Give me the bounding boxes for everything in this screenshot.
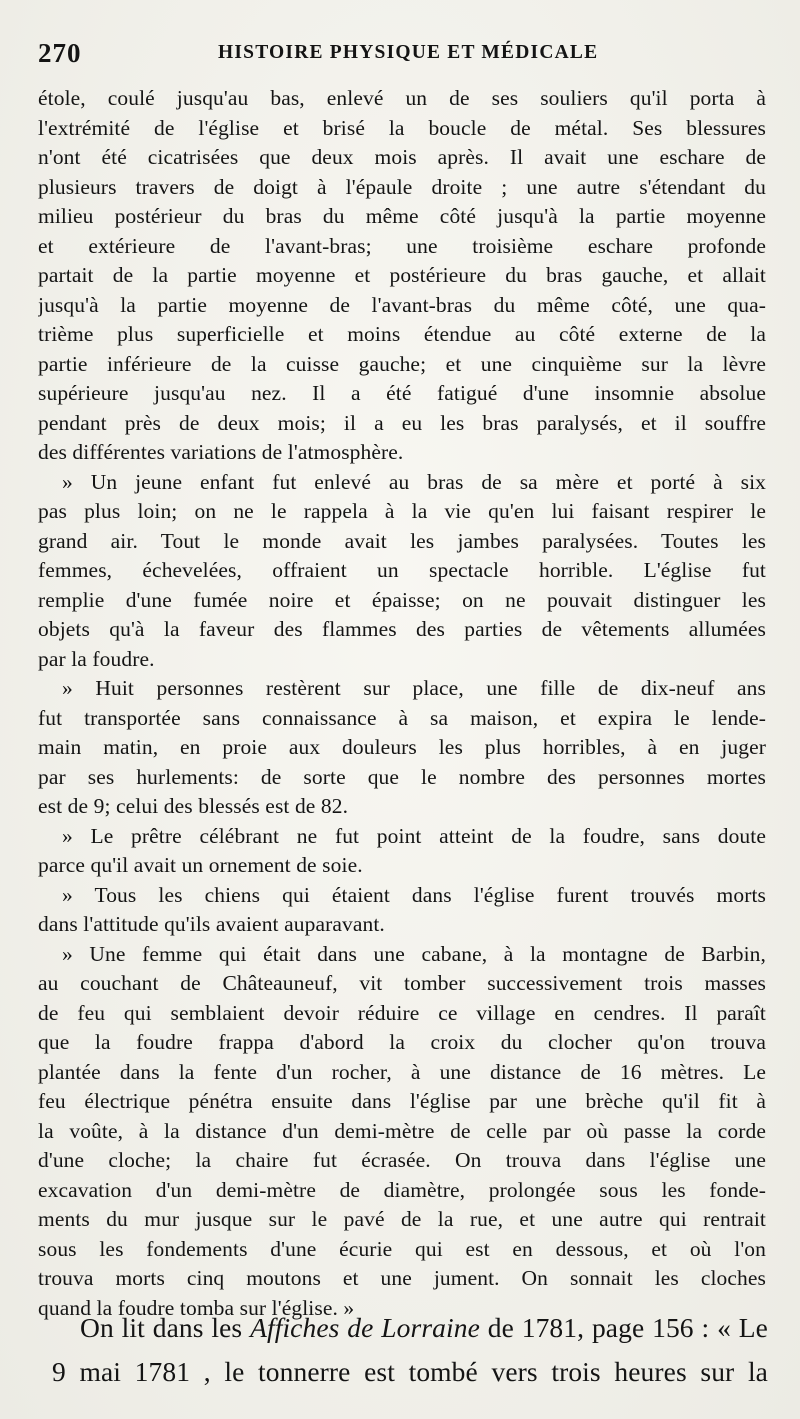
text-line: la voûte, à la distance d'un demi-mètre de celle par où passe la corde <box>38 1118 766 1143</box>
text-line: objets qu'à la faveur des flammes des parties de vêtements allumées <box>38 617 766 641</box>
text-line: par ses hurlements: de sorte que le nombre des personnes mortes <box>38 764 766 789</box>
text-line: partie inférieure de la cuisse gauche; et une cinquième sur la lèvre <box>38 351 766 376</box>
text-line: ments du mur jusque sur le pavé de la rue, et une autre qui rentrait <box>38 1207 766 1231</box>
text-line: des différentes variations de l'atmosphère. <box>38 440 404 464</box>
text-line: n'ont été cicatrisées que deux mois après. Il avait une eschare de <box>38 145 766 169</box>
text-line: 9 mai 1781 , le tonnerre est tombé vers trois heures sur la <box>52 1356 768 1387</box>
text-line: feu électrique pénétra ensuite dans l'église par une brèche qu'il fit à <box>38 1089 766 1113</box>
publication-title: Affiches de Lorraine <box>250 1312 480 1343</box>
text-run: On lit dans les <box>80 1312 251 1343</box>
text-line: quand la foudre tomba sur l'église. » <box>38 1295 355 1320</box>
text-line: et extérieure de l'avant-bras; une troisième eschare profonde <box>38 233 766 258</box>
text-line: » Un jeune enfant fut enlevé au bras de sa mère et porté à six <box>62 469 766 494</box>
text-line: plusieurs travers de doigt à l'épaule droite ; une autre s'étendant du <box>38 174 766 199</box>
body-text <box>38 84 766 1323</box>
text-line: est de 9; celui des blessés est de 82. <box>38 794 349 818</box>
text-line: dans l'attitude qu'ils avaient auparavant. <box>38 912 385 936</box>
text-line: sous les fondements d'une écurie qui est en dessous, et où l'on <box>38 1236 766 1261</box>
text-line: supérieure jusqu'au nez. Il a été fatigué d'une insomnie absolue <box>38 381 766 405</box>
text-line: au couchant de Châteauneuf, vit tomber successivement trois masses <box>38 971 766 995</box>
text-line: » Une femme qui était dans une cabane, à la montagne de Barbin, <box>62 941 766 966</box>
text-line: » Tous les chiens qui étaient dans l'église furent trouvés morts <box>62 882 766 907</box>
new-paragraph <box>52 1306 768 1394</box>
text-line: parce qu'il avait un ornement de soie. <box>38 853 363 877</box>
text-line: jusqu'à la partie moyenne de l'avant-bras du même côté, une qua- <box>38 292 766 317</box>
page-header <box>38 36 764 72</box>
text-line: excavation d'un demi-mètre de diamètre, prolongée sous les fonde- <box>38 1177 766 1202</box>
text-line: milieu postérieur du bras du même côté jusqu'à la partie moyenne <box>38 204 766 228</box>
text-line: que la foudre frappa d'abord la croix du clocher qu'on trouva <box>38 1030 766 1054</box>
text-line: trième plus superficielle et moins étendue au côté externe de la <box>38 322 766 346</box>
text-line: d'une cloche; la chaire fut écrasée. On trouva dans l'église une <box>38 1148 766 1172</box>
text-line: plantée dans la fente d'un rocher, à une distance de 16 mètres. Le <box>38 1059 766 1084</box>
text-line: fut transportée sans connaissance à sa maison, et expira le lende- <box>38 705 766 730</box>
text-line: remplie d'une fumée noire et épaisse; on ne pouvait distinguer les <box>38 587 766 612</box>
running-title: HISTOIRE PHYSIQUE ET MÉDICALE <box>218 42 599 63</box>
text-line: pendant près de deux mois; il a eu les bras paralysés, et il souffre <box>38 410 766 435</box>
text-run: de 1781, page 156 : « Le <box>479 1312 768 1343</box>
text-line: trouva morts cinq moutons et une jument. On sonnait les cloches <box>38 1266 766 1290</box>
text-line: de feu qui semblaient devoir réduire ce village en cendres. Il paraît <box>38 1000 766 1025</box>
text-line: pas plus loin; on ne le rappela à la vie qu'en lui faisant respirer le <box>38 499 766 523</box>
text-line <box>52 1306 768 1350</box>
text-line: femmes, échevelées, offraient un spectacle horrible. L'église fut <box>38 558 766 582</box>
page-number: 270 <box>38 38 82 68</box>
text-line: main matin, en proie aux douleurs les plus horribles, à en juger <box>38 735 766 759</box>
text-line: l'extrémité de l'église et brisé la boucle de métal. Ses blessures <box>38 115 766 140</box>
text-line: » Le prêtre célébrant ne fut point atteint de la foudre, sans doute <box>62 823 766 848</box>
text-line: étole, coulé jusqu'au bas, enlevé un de ses souliers qu'il porta à <box>38 86 766 110</box>
text-line: partait de la partie moyenne et postérieure du bras gauche, et allait <box>38 263 766 287</box>
text-line: grand air. Tout le monde avait les jambes paralysées. Toutes les <box>38 528 766 553</box>
text-line: » Huit personnes restèrent sur place, une fille de dix-neuf ans <box>62 676 766 700</box>
text-line: par la foudre. <box>38 646 155 671</box>
